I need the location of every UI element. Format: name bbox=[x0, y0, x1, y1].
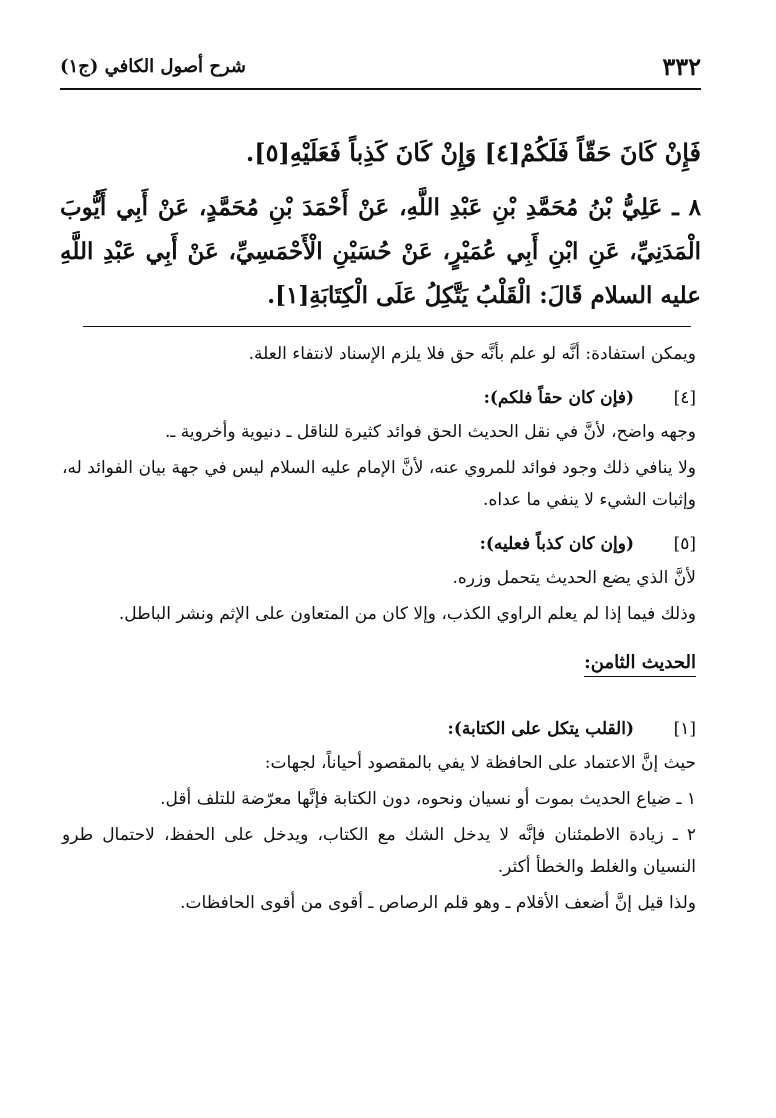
page-number: ٣٣٢ bbox=[662, 52, 701, 81]
note-1-paragraph-1: حيث إنَّ الاعتماد على الحافظة لا يفي بالمقصود أحياناً، لجهات: bbox=[264, 753, 696, 773]
note-4-title: (فإن كان حقاً فلكم): bbox=[483, 388, 634, 408]
note-1-paragraph-4: ولذا قيل إنَّ أضعف الأقلام ـ وهو قلم الرصاص ـ أقوى من أقوى الحافظات. bbox=[180, 893, 696, 913]
commentary-notes bbox=[62, 338, 696, 923]
note-1-paragraph-3: ٢ ـ زيادة الاطمئنان فإنَّه لا يدخل الشك مع الكتاب، ويدخل على الحفظ، لاحتمال طرو النسيان والغلط والخطأ أكثر. bbox=[62, 825, 696, 877]
header-rule bbox=[60, 88, 701, 90]
note-5-number: [٥] bbox=[673, 534, 696, 554]
note-4-heading bbox=[62, 382, 696, 414]
footnote-divider bbox=[83, 326, 691, 327]
page-header bbox=[60, 50, 701, 86]
note-5-title: (وإن كان كذباً فعليه): bbox=[479, 534, 634, 554]
note-5-heading bbox=[62, 528, 696, 560]
note-4-number: [٤] bbox=[673, 388, 696, 408]
section-title-wrapper bbox=[62, 634, 696, 701]
note-5-paragraph-1: لأنَّ الذي يضع الحديث يتحمل وزره. bbox=[452, 568, 696, 588]
note-1-paragraph-2: ١ ـ ضياع الحديث بموت أو نسيان ونحوه، دون الكتابة فإنَّها معرّضة للتلف أقل. bbox=[160, 789, 696, 809]
note-4-paragraph-1: وجهه واضح، لأنَّ في نقل الحديث الحق فوائد كثيرة للناقل ـ دنيوية وأخروية ـ. bbox=[164, 422, 696, 442]
note-1-heading bbox=[62, 713, 696, 745]
note-4-paragraph-2: ولا ينافي ذلك وجود فوائد للمروي عنه، لأنَّ الإمام عليه السلام ليس في جهة بيان الفوائد له، وإثبات الشيء لا ينفي ما عداه. bbox=[62, 458, 696, 510]
book-title: شرح أصول الكافي (ج١) bbox=[60, 56, 246, 77]
section-title: الحديث الثامن: bbox=[584, 650, 696, 677]
note-1-number: [١] bbox=[673, 719, 696, 739]
hadith-verse-line: فَإِنْ كَانَ حَقّاً فَلَكُمْ[٤] وَإِنْ كَانَ كَذِباً فَعَلَيْهِ[٥]. bbox=[245, 138, 701, 167]
note-1-title: (القلب يتكل على الكتابة): bbox=[447, 719, 634, 739]
note-5-paragraph-2: وذلك فيما إذا لم يعلم الراوي الكذب، وإلا كان من المتعاون على الإثم ونشر الباطل. bbox=[118, 604, 696, 624]
hadith-block bbox=[60, 130, 701, 318]
hadith-text: ٨ ـ عَلِيُّ بْنُ مُحَمَّدِ بْنِ عَبْدِ اللَّهِ، عَنْ أَحْمَدَ بْنِ مُحَمَّدٍ، عَنْ أَبِي أَيُّوبَ الْمَدَنِيِّ، عَنِ ابْنِ أَبِي عُمَيْرٍ، عَنْ حُسَيْنِ الْأَحْمَسِيِّ، عَنْ أَبِي عَبْدِ اللَّهِ عليه السلام قَالَ: الْقَلْبُ يَتَّكِلُ عَلَى الْكِتَابَةِ[١]. bbox=[60, 194, 701, 309]
intro-paragraph: ويمكن استفادة: أنَّه لو علم بأنَّه حق فلا يلزم الإسناد لانتفاء العلة. bbox=[248, 344, 696, 364]
